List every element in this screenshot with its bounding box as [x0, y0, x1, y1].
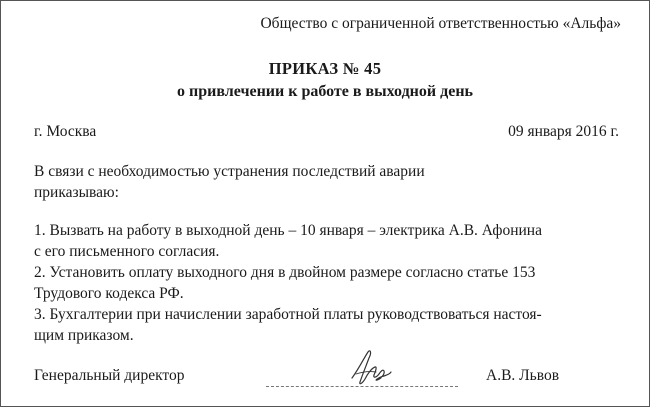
- item-line: щим приказом.: [34, 327, 134, 344]
- order-items: [34, 220, 542, 346]
- item-line: Трудового кодекса РФ.: [34, 285, 184, 302]
- order-intro: [34, 161, 425, 203]
- order-subtitle: о привлечении к работе в выходной день: [177, 83, 473, 100]
- organization-name: Общество с ограниченной ответственностью «Альфа»: [260, 15, 621, 32]
- intro-line: приказываю:: [34, 184, 119, 201]
- order-date: 09 января 2016 г.: [508, 123, 619, 140]
- intro-line: В связи с необходимостью устранения последствий аварии: [34, 163, 425, 180]
- item-line: 3. Бухгалтерии при начислении заработной платы руководствоваться настоя-: [34, 306, 542, 323]
- item-line: 2. Установить оплату выходного дня в двойном размере согласно статье 153: [34, 264, 536, 281]
- signer-role: Генеральный директор: [34, 367, 185, 384]
- item-line: 1. Вызвать на работу в выходной день – 10 января – электрика А.В. Афонина: [34, 222, 542, 239]
- order-title: ПРИКАЗ № 45: [268, 59, 382, 78]
- signer-name: А.В. Львов: [486, 367, 560, 384]
- handwritten-signature: [346, 344, 394, 390]
- item-line: с его письменного согласия.: [34, 243, 220, 260]
- order-city: г. Москва: [34, 123, 97, 140]
